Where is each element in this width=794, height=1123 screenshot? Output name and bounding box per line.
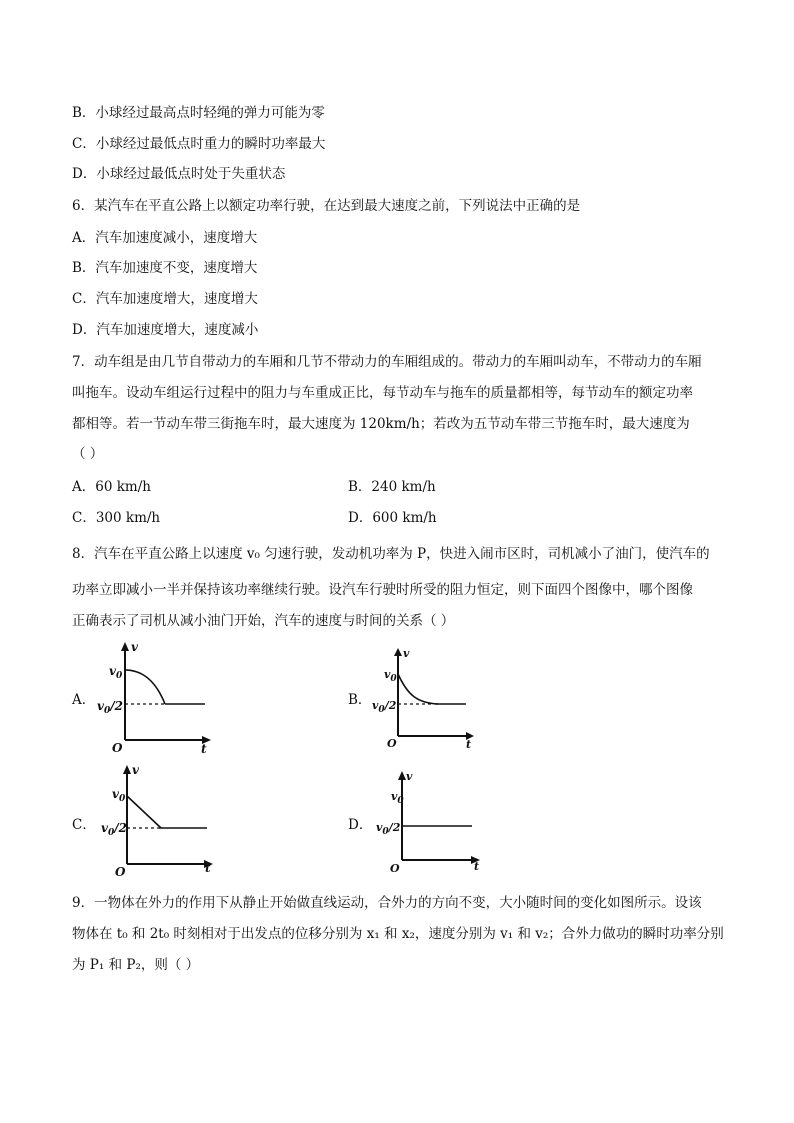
graph-d-v-arrow — [398, 771, 406, 780]
q7-option-d: D．600 km/h — [348, 510, 437, 526]
graph-c — [97, 762, 227, 878]
graph-b-t-label: t — [466, 738, 472, 751]
q7-option-c: C．300 km/h — [72, 510, 161, 526]
graph-a — [95, 640, 225, 755]
q5-option-c: C．小球经过最低点时重力的瞬时功率最大 — [72, 136, 326, 152]
graph-b-v-label: v — [403, 647, 410, 660]
graph-a-o-label: O — [112, 741, 123, 755]
q6-option-d: D．汽车加速度增大，速度减小 — [72, 322, 259, 338]
q8-line-3: 正确表示了司机从减小油门开始，汽车的速度与时间的关系（ ） — [72, 613, 455, 629]
graph-d-t-label: t — [474, 860, 480, 873]
graph-b-o-label: O — [387, 737, 397, 750]
graph-c-v-arrow — [123, 765, 131, 774]
graph-d-label: D． — [348, 817, 373, 833]
graph-a-label: A． — [72, 692, 96, 708]
q9-line-1: 9．一物体在外力的作用下从静止开始做直线运动，合外力的方向不变，大小随时间的变化如图所示。设该 — [72, 895, 702, 911]
graph-a-v-arrow — [121, 642, 129, 651]
q7-line-1: 7．动车组是由几节自带动力的车厢和几节不带动力的车厢组成的。带动力的车厢叫动车，不带动力的车厢 — [72, 354, 702, 370]
graph-b — [372, 646, 484, 751]
graph-d-half-label: $v_0/2$ — [376, 821, 401, 837]
q6-option-a: A．汽车加速度减小，速度增大 — [72, 230, 258, 246]
graph-d-v0-label: $v_0$ — [391, 790, 404, 806]
q7-line-3: 都相等。若一节动车带三街拖车时，最大速度为 120km/h；若改为五节动车带三节拖车时，最大速度为 — [72, 416, 690, 432]
graph-c-t-label: t — [205, 861, 211, 875]
graph-c-v0-label: $v_0$ — [112, 787, 126, 804]
graph-d-v-label: v — [406, 770, 413, 783]
q6-option-c: C．汽车加速度增大，速度增大 — [72, 291, 258, 307]
q7-option-b: B．240 km/h — [348, 479, 436, 495]
graph-b-v-arrow — [394, 648, 402, 656]
q9-line-3: 为 P₁ 和 P₂，则（ ） — [72, 957, 200, 973]
graph-d — [372, 768, 490, 874]
graph-c-half-label: $v_0/2$ — [101, 821, 127, 838]
graph-a-t-label: t — [201, 742, 207, 756]
graph-d-o-label: O — [390, 862, 400, 875]
graph-b-half-label: $v_0/2$ — [372, 699, 397, 715]
q8-line-1: 8．汽车在平直公路上以速度 v₀ 匀速行驶，发动机功率为 P，快进入闹市区时，司机减小了油门，使汽车的 — [72, 546, 710, 562]
graph-a-half-label: $v_0/2$ — [97, 699, 123, 716]
graph-b-curve — [398, 674, 438, 704]
graph-c-v-label: v — [132, 763, 139, 777]
graph-a-v0-label: $v_0$ — [109, 664, 123, 681]
graph-c-label: C． — [72, 817, 96, 833]
q7-line-4: （ ） — [72, 446, 104, 462]
graph-a-curve — [125, 670, 165, 704]
q6-option-b: B．汽车加速度不变，速度增大 — [72, 260, 258, 276]
q7-line-2: 叫拖车。设动车组运行过程中的阻力与车重成正比，每节动车与拖车的质量都相等，每节动车的额定功率 — [72, 385, 693, 401]
q6-stem: 6．某汽车在平直公路上以额定功率行驶，在达到最大速度之前，下列说法中正确的是 — [72, 198, 581, 214]
q9-line-2: 物体在 t₀ 和 2t₀ 时刻相对于出发点的位移分别为 x₁ 和 x₂，速度分别为 v₁ 和 v₂；合外力做功的瞬时功率分别 — [72, 926, 724, 942]
graph-c-decline-line — [127, 796, 161, 828]
q8-line-2: 功率立即减小一半并保持该功率继续行驶。设汽车行驶时所受的阻力恒定，则下面四个图像中，哪个图像 — [72, 582, 693, 598]
graph-b-label: B． — [348, 692, 372, 708]
graph-c-o-label: O — [115, 865, 126, 879]
q5-option-b: B．小球经过最高点时轻绳的弹力可能为零 — [72, 105, 325, 121]
q5-option-d: D．小球经过最低点时处于失重状态 — [72, 166, 286, 182]
q7-option-a: A．60 km/h — [72, 479, 151, 495]
graph-b-v0-label: $v_0$ — [384, 668, 397, 684]
graph-a-v-label: v — [131, 640, 138, 654]
